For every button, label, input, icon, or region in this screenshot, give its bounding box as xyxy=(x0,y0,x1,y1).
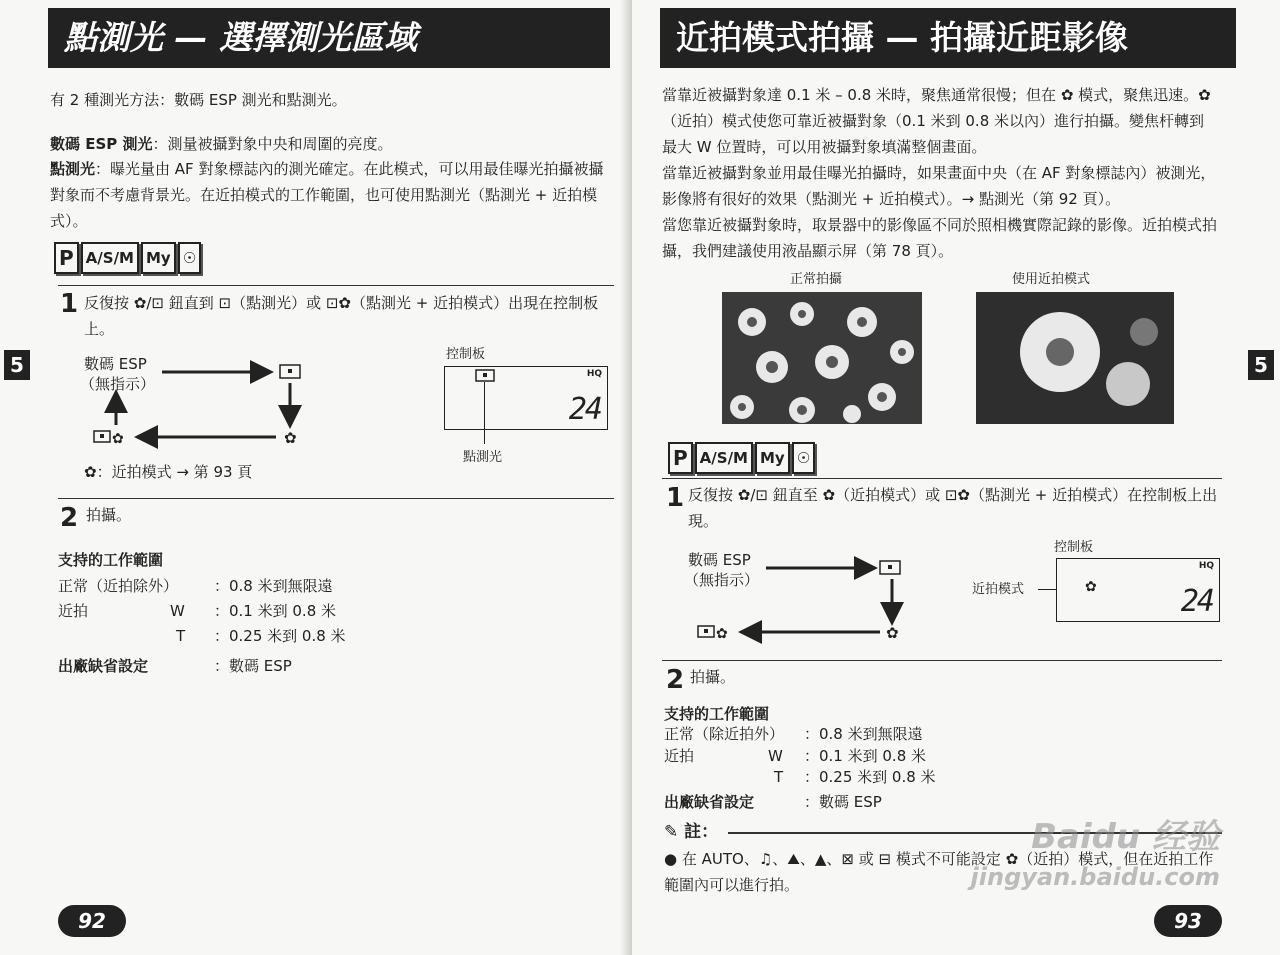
pencil-icon: ✎ xyxy=(664,822,679,842)
note-head-text: 註： xyxy=(684,822,719,842)
default-label: 出廠缺省設定 xyxy=(664,793,755,811)
macro-note: ✿：近拍模式 → 第 93 頁 xyxy=(84,463,253,481)
svg-text:✿: ✿ xyxy=(284,429,297,447)
page-number: 93 xyxy=(1154,905,1222,937)
spot-meter-icon xyxy=(475,369,497,383)
mode-movie-icon: ☉ xyxy=(178,242,201,274)
intro-text: 有 2 種測光方法：數碼 ESP 測光和點測光。 xyxy=(50,91,347,109)
chapter-tab: 5 xyxy=(4,350,30,380)
normal-shot-photo xyxy=(722,292,922,424)
esp-label: 數碼 ESP 測光 xyxy=(50,135,153,153)
diagram-esp-label: 數碼 ESP xyxy=(84,355,147,373)
photo-macro-caption: 使用近拍模式 xyxy=(1012,272,1091,287)
esp-desc: ：測量被攝對象中央和周圍的亮度。 xyxy=(152,135,393,153)
range-normal-label: 正常（近拍除外） xyxy=(58,577,179,595)
range-macro-t-value: ：0.25 米到 0.8 米 xyxy=(214,627,346,645)
metering-cycle-diagram xyxy=(80,355,320,455)
range-normal-label: 正常（除近拍外） xyxy=(664,725,785,743)
mode-my-icon: My xyxy=(141,242,176,274)
control-panel-label: 控制板 xyxy=(446,347,486,362)
step-1-number: 1 xyxy=(60,289,79,319)
callout-line xyxy=(484,382,485,444)
macro-shot-photo xyxy=(976,292,1174,424)
hq-indicator: HQ xyxy=(1198,561,1214,571)
range-normal-value: ：0.8 米到無限遠 xyxy=(214,577,333,595)
macro-icon: ✿ xyxy=(1085,579,1097,595)
range-macro-w: W xyxy=(768,747,783,765)
step-2-text: 拍攝。 xyxy=(86,506,132,524)
diagram-no-indicator: （無指示） xyxy=(684,571,760,589)
chapter-tab: 5 xyxy=(1248,350,1274,380)
panel-callout: 點測光 xyxy=(463,450,503,465)
mode-icons xyxy=(668,442,815,474)
step-1-number: 1 xyxy=(666,483,685,513)
range-normal-value: ：0.8 米到無限遠 xyxy=(804,725,923,743)
range-macro-w-value: ：0.1 米到 0.8 米 xyxy=(214,602,337,620)
step-2-number: 2 xyxy=(60,503,79,533)
mode-my-icon: My xyxy=(755,442,790,474)
default-label: 出廠缺省設定 xyxy=(58,657,149,675)
step-1-text: 反復按 ✿/⊡ 鈕直至 ✿（近拍模式）或 ⊡✿（點測光 + 近拍模式）在控制板上出現。 xyxy=(688,486,1218,530)
esp-definition xyxy=(50,132,393,156)
range-macro-w-value: ：0.1 米到 0.8 米 xyxy=(804,747,927,765)
mode-p-icon: P xyxy=(54,242,79,274)
intro-paragraph: 當靠近被攝對象達 0.1 米 – 0.8 米時，聚焦通常很慢；但在 ✿ 模式，聚焦迅速。✿（近拍）模式使您可靠近被攝對象（0.1 米到 0.8 米以內）進行拍攝。變焦杆轉到最大 W 位置時，可以用被攝對象填滿整個畫面。 xyxy=(662,86,1211,156)
default-value: ：數碼 ESP xyxy=(214,657,292,675)
svg-text:✿: ✿ xyxy=(112,431,124,447)
default-value: ：數碼 ESP xyxy=(804,793,882,811)
divider xyxy=(58,498,614,499)
step-2-number: 2 xyxy=(666,665,685,695)
frame-counter: 24 xyxy=(568,392,601,427)
panel-callout: 近拍模式 xyxy=(972,582,1025,597)
diagram-esp-label: 數碼 ESP xyxy=(688,551,751,569)
svg-text:✿: ✿ xyxy=(886,624,899,642)
spot-desc: ：曝光量由 AF 對象標誌內的測光確定。在此模式，可以用最佳曝光拍攝被攝對象而不考慮背景光。在近拍模式的工作範圍，也可使用點測光（點測光 + 近拍模式）。 xyxy=(50,160,604,230)
photo-normal-caption: 正常拍攝 xyxy=(790,272,843,287)
range-macro-t: T xyxy=(176,627,186,645)
divider xyxy=(662,660,1222,661)
control-panel-label: 控制板 xyxy=(1054,540,1094,555)
range-title: 支持的工作範圍 xyxy=(664,705,770,723)
mode-p-icon: P xyxy=(668,442,693,474)
spot-label: 點測光 xyxy=(50,160,96,178)
watermark-line-1: Baidu 经验 xyxy=(1031,817,1220,857)
frame-counter: 24 xyxy=(1180,584,1213,619)
mode-asm-icon: A/S/M xyxy=(695,442,753,474)
right-page xyxy=(632,0,1280,955)
mode-icons xyxy=(54,242,201,274)
step-1-text: 反復按 ✿/⊡ 鈕直到 ⊡（點測光）或 ⊡✿（點測光 + 近拍模式）出現在控制板上。 xyxy=(84,294,599,338)
divider xyxy=(58,285,614,286)
spot-definition xyxy=(50,156,610,234)
range-macro-label: 近拍 xyxy=(58,602,89,620)
macro-cycle-diagram xyxy=(684,552,924,652)
intro-paragraph-3: 當您靠近被攝對象時，取景器中的影像區不同於照相機實際記錄的影像。近拍模式拍攝，我們建議使用液晶顯示屏（第 78 頁）。 xyxy=(662,216,1218,260)
watermark xyxy=(971,817,1220,897)
diagram-no-indicator: （無指示） xyxy=(80,375,156,393)
control-panel xyxy=(444,366,608,430)
intro-paragraph-2: 當靠近被攝對象並用最佳曝光拍攝時，如果畫面中央（在 AF 對象標誌內）被測光，影像將有很好的效果（點測光 + 近拍模式）。→ 點測光（第 92 頁）。 xyxy=(662,164,1216,208)
left-page xyxy=(0,0,632,955)
mode-asm-icon: A/S/M xyxy=(81,242,139,274)
note-heading xyxy=(664,820,718,844)
watermark-line-2: jingyan.baidu.com xyxy=(970,863,1220,891)
divider xyxy=(662,478,1222,479)
mode-movie-icon: ☉ xyxy=(792,442,815,474)
hq-indicator: HQ xyxy=(586,369,602,379)
range-title: 支持的工作範圍 xyxy=(58,551,164,569)
step-2-text: 拍攝。 xyxy=(690,668,736,686)
page-title: 近拍模式拍攝 — 拍攝近距影像 xyxy=(660,8,1236,68)
svg-text:✿: ✿ xyxy=(716,626,728,642)
range-macro-t-value: ：0.25 米到 0.8 米 xyxy=(804,768,936,786)
page-title: 點測光 — 選擇測光區域 xyxy=(48,8,610,68)
range-macro-w: W xyxy=(170,602,185,620)
range-macro-label: 近拍 xyxy=(664,747,695,765)
range-macro-t: T xyxy=(774,768,784,786)
page-number: 92 xyxy=(58,905,126,937)
control-panel xyxy=(1056,558,1220,622)
note-text: ● 在 AUTO、♫、⛰、▲、⊠ 或 ⊟ 模式不可能設定 ✿（近拍）模式，但在近拍工作範圍內可以進行拍。 xyxy=(664,850,1214,894)
